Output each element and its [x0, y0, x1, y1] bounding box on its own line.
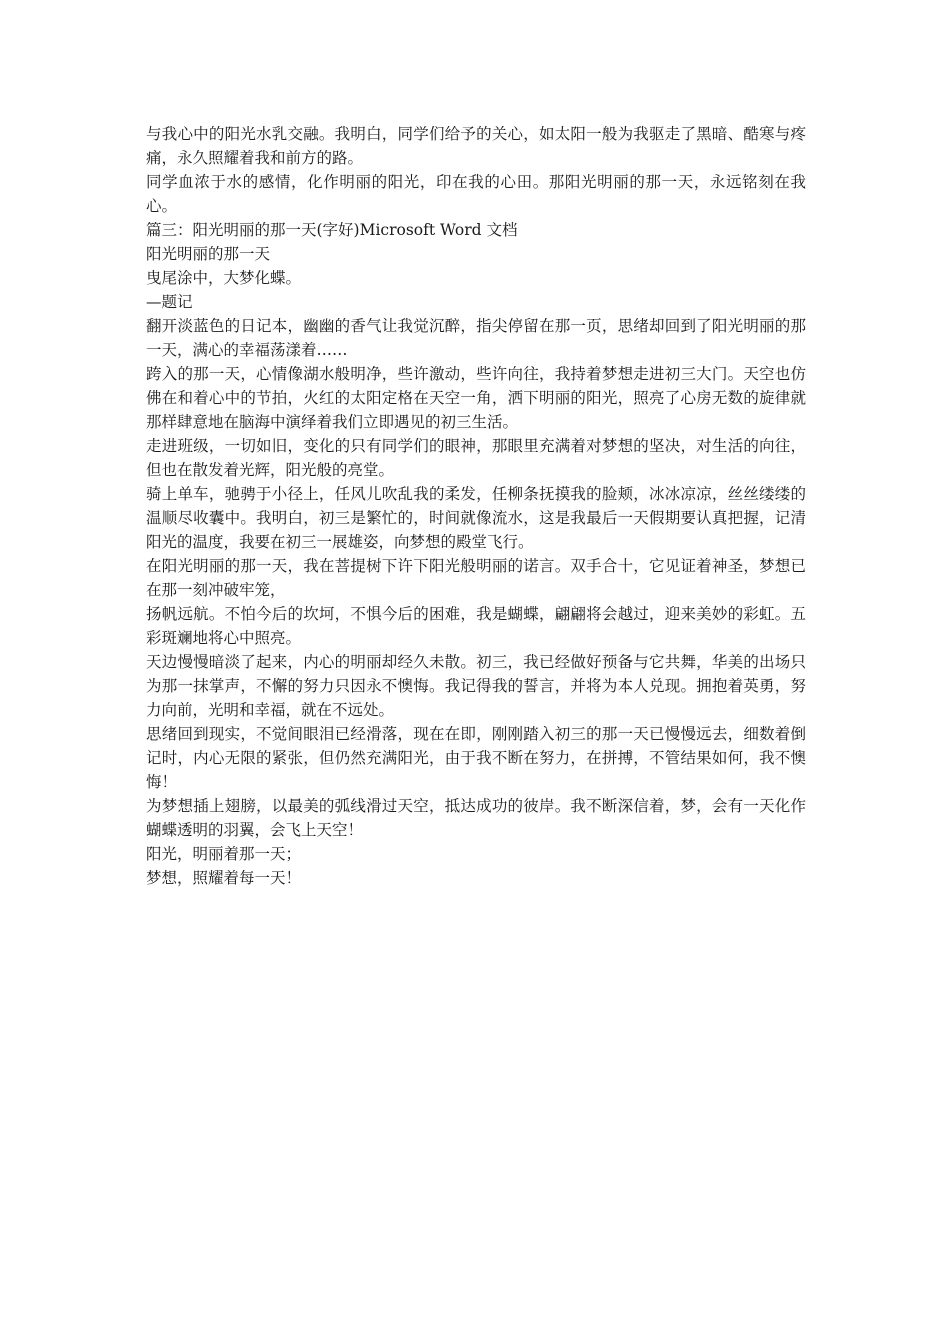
- document-body: [146, 122, 806, 890]
- paragraph: 与我心中的阳光水乳交融。我明白，同学们给予的关心，如太阳一般为我驱走了黑暗、酷寒与疼痛，永久照耀着我和前方的路。: [146, 125, 806, 167]
- closing-line: 梦想，照耀着每一天！: [146, 869, 302, 887]
- paragraph: 思绪回到现实，不觉间眼泪已经滑落，现在在即，刚刚踏入初三的那一天已慢慢远去，细数着倒记时，内心无限的紧张，但仍然充满阳光，由于我不断在努力，在拼搏，不管结果如何，我不懊悔！: [146, 725, 806, 791]
- paragraph: 翻开淡蓝色的日记本，幽幽的香气让我觉沉醉，指尖停留在那一页，思绪却回到了阳光明丽的那一天，满心的幸福荡漾着……: [146, 317, 806, 359]
- paragraph: 在阳光明丽的那一天，我在菩提树下许下阳光般明丽的诺言。双手合十，它见证着神圣，梦想已在那一刻冲破牢笼，: [146, 557, 806, 599]
- paragraph: 扬帆远航。不怕今后的坎坷，不惧今后的困难，我是蝴蝶，翩翩将会越过，迎来美妙的彩虹。五彩斑斓地将心中照亮。: [146, 605, 806, 647]
- paragraph: 走进班级，一切如旧，变化的只有同学们的眼神，那眼里充满着对梦想的坚决，对生活的向往，但也在散发着光辉，阳光般的亮堂。: [146, 437, 806, 479]
- closing-line: 阳光，明丽着那一天；: [146, 845, 302, 863]
- epigraph: 曳尾涂中，大梦化蝶。: [146, 269, 302, 287]
- paragraph: 跨入的那一天，心情像湖水般明净，些许激动，些许向往，我持着梦想走进初三大门。天空也仿佛在和着心中的节拍，火红的太阳定格在天空一角，洒下明丽的阳光，照亮了心房无数的旋律就那样肆意地在脑海中演绎着我们立即遇见的初三生活。: [146, 365, 806, 431]
- paragraph: 同学血浓于水的感情，化作明丽的阳光，印在我的心田。那阳光明丽的那一天，永远铭刻在我心。: [146, 173, 806, 215]
- paragraph: 骑上单车，驰骋于小径上，任风儿吹乱我的柔发，任柳条抚摸我的脸颊，冰冰凉凉，丝丝缕缕的温顺尽收囊中。我明白，初三是繁忙的，时间就像流水，这是我最后一天假期要认真把握，记清阳光的温度，我要在初三一展雄姿，向梦想的殿堂飞行。: [146, 485, 806, 551]
- section-heading: 篇三：阳光明丽的那一天(字好)Microsoft Word 文档: [146, 221, 518, 239]
- article-title: 阳光明丽的那一天: [146, 245, 271, 263]
- paragraph: 为梦想插上翅膀，以最美的弧线滑过天空，抵达成功的彼岸。我不断深信着，梦，会有一天化作蝴蝶透明的羽翼，会飞上天空！: [146, 797, 806, 839]
- paragraph: 天边慢慢暗淡了起来，内心的明丽却经久未散。初三，我已经做好预备与它共舞，华美的出场只为那一抹掌声，不懈的努力只因永不懊悔。我记得我的誓言，并将为本人兑现。拥抱着英勇，努力向前，光明和幸福，就在不远处。: [146, 653, 806, 719]
- epigraph-attribution: —题记: [146, 293, 193, 311]
